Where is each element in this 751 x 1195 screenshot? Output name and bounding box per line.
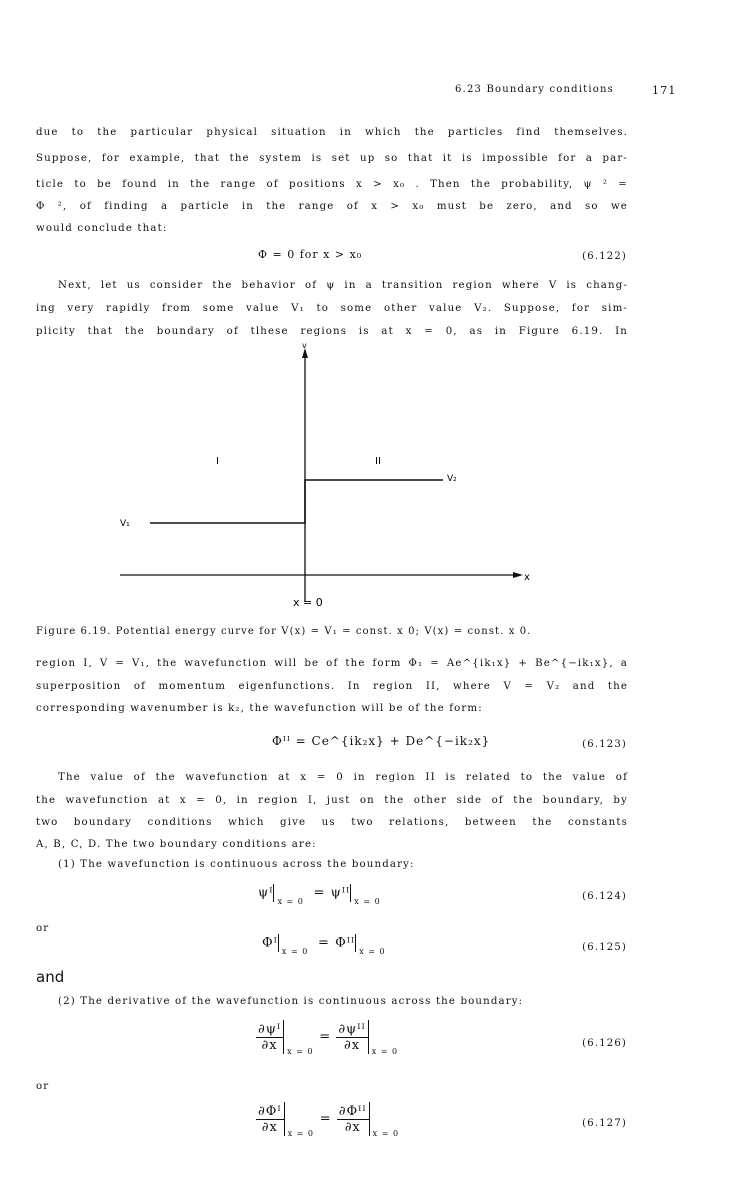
eq124-right: ψᴵᴵ: [330, 885, 351, 901]
eq126-den1: ∂x: [261, 1037, 278, 1053]
v1-label: V₁: [120, 519, 130, 529]
equation-6-124: ψᴵ x = 0 = ψᴵᴵ x = 0: [258, 884, 385, 902]
x-axis-arrow: [513, 572, 523, 578]
v2-label: V₂: [447, 474, 457, 484]
para1-line4: Φ ², of finding a particle in the range of x > x₀ must be zero, and so we: [36, 201, 628, 212]
v-axis-label: v: [302, 341, 307, 350]
condition-1: (1) The wavefunction is continuous across the boundary:: [58, 859, 415, 870]
para2-line1: Next, let us consider the behavior of ψ in a transition region where V is chang-: [58, 280, 628, 291]
para3-line3: corresponding wavenumber is k₂, the wavefunction will be of the form:: [36, 703, 483, 714]
para1-line3: ticle to be found in the range of positions x > x₀ . Then the probability, ψ ² =: [36, 179, 628, 190]
para4-line3: two boundary conditions which give us two relations, between the constants: [36, 817, 628, 828]
condition-2: (2) The derivative of the wavefunction is continuous across the boundary:: [58, 996, 524, 1007]
eq126-sub1: x = 0: [287, 1047, 314, 1056]
or-1: or: [36, 923, 50, 934]
equation-number-6-122: (6.122): [582, 251, 627, 262]
equation-number-6-124: (6.124): [582, 891, 627, 902]
equation-number-6-126: (6.126): [582, 1038, 627, 1049]
eq125-sub1: x = 0: [281, 947, 309, 956]
para4-line2: the wavefunction at x = 0, in region I, just on the other side of the boundary, by: [36, 795, 628, 806]
para4-line1: The value of the wavefunction at x = 0 in region II is related to the value of: [58, 772, 628, 783]
eq124-sub2: x = 0: [354, 897, 381, 906]
equation-number-6-123: (6.123): [582, 739, 627, 750]
para3-line1: region I, V = V₁, the wavefunction will be of the form Φ₁ = Ae^{ik₁x} + Be^{−ik₁x}, a: [36, 658, 628, 669]
eq127-sub1: x = 0: [287, 1129, 315, 1138]
eq126-sub2: x = 0: [371, 1047, 399, 1056]
page-number: 171: [652, 84, 677, 97]
equation-6-127: $\frac{\text{∂Φᴵ}}{\partial x}$ x = 0 = $\frac{\text{∂Φᴵᴵ}}{\partial x}$ x = 0: [258, 1103, 400, 1138]
eq125-right: Φᴵᴵ: [335, 935, 356, 951]
eq127-num1: ∂Φᴵ: [258, 1103, 282, 1119]
equation-number-6-127: (6.127): [582, 1118, 627, 1129]
eq125-left: Φᴵ: [262, 935, 278, 951]
eq127-sub2: x = 0: [372, 1129, 400, 1138]
equation-6-122: Φ = 0 for x > x₀: [258, 248, 363, 261]
para2-line3: plicity that the boundary of tlhese regions is at x = 0, as in Figure 6.19. In: [36, 326, 628, 337]
eq126-num1: ∂ψᴵ: [258, 1021, 282, 1037]
equation-number-6-125: (6.125): [582, 942, 627, 953]
para1-line2: Suppose, for example, that the system is set up so that it is impossible for a par-: [36, 153, 628, 164]
eq126-den2: ∂x: [343, 1037, 361, 1053]
figure-caption: Figure 6.19. Potential energy curve for V(x) = V₁ = const. x 0; V(x) = const. x 0.: [36, 626, 532, 637]
para3-line2: superposition of momentum eigenfunctions. In region II, where V = V₂ and the: [36, 681, 628, 692]
potential-curve: [150, 480, 443, 523]
potential-step-figure: [110, 340, 550, 615]
x-axis-label: x: [524, 572, 530, 583]
eq123-lhs: Φᴵᴵ: [272, 734, 291, 748]
eq123-rhs: = Ce^{ik₂x} + De^{−ik₂x}: [295, 734, 491, 748]
eq124-left: ψᴵ: [258, 885, 274, 901]
equation-6-126: $\frac{\text{∂ψᴵ}}{\partial x}$ x = 0 = $\frac{\text{∂ψᴵᴵ}}{\partial x}$ x = 0: [258, 1021, 399, 1056]
origin-label: x = 0: [293, 596, 323, 609]
running-header: 6.23 Boundary conditions: [455, 84, 614, 95]
eq127-den2: ∂x: [344, 1119, 361, 1135]
equation-6-123: [272, 734, 490, 748]
region-II-label: II: [375, 456, 381, 467]
para2-line2: ing very rapidly from some value V₁ to some other value V₂. Suppose, for sim-: [36, 303, 628, 314]
or-2: or: [36, 1081, 50, 1092]
eq125-sub2: x = 0: [359, 947, 386, 956]
region-I-label: I: [216, 456, 219, 467]
eq126-num2: ∂ψᴵᴵ: [338, 1021, 366, 1037]
para4-line4: A, B, C, D. The two boundary conditions are:: [36, 839, 317, 850]
eq124-sub1: x = 0: [277, 897, 304, 906]
eq127-num2: ∂Φᴵᴵ: [338, 1103, 367, 1119]
para1-line5: would conclude that:: [36, 223, 168, 234]
para1-line1: due to the particular physical situation in which the particles find themselves.: [36, 127, 628, 138]
and-word: and: [36, 968, 65, 986]
eq127-den1: ∂x: [261, 1119, 278, 1135]
equation-6-125: Φᴵ x = 0 = Φᴵᴵ x = 0: [262, 934, 390, 952]
